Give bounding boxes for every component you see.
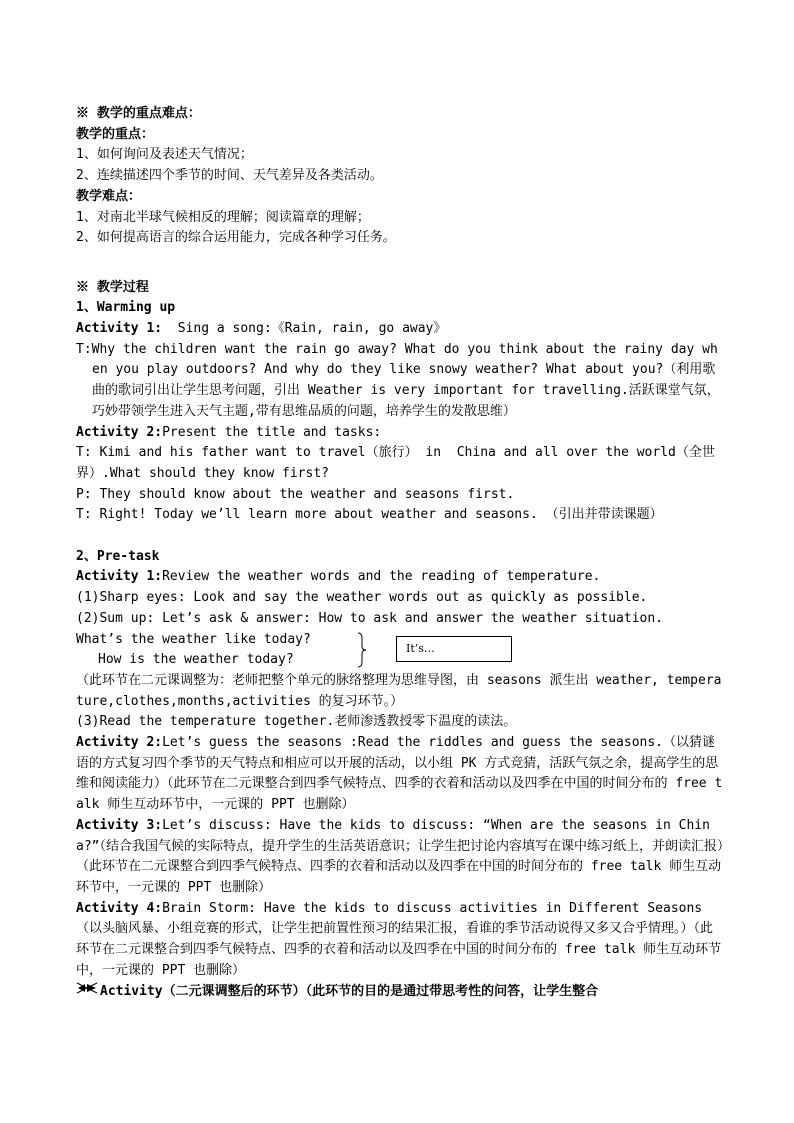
difficulty-item: 2、如何提高语言的综合运用能力，完成各种学习任务。 — [76, 230, 396, 246]
activity-text: Let’s guess the seasons :Read the riddles and guess the seasons.（以猜谜语的方式复习四个季节的天气特点和相应可以开展的活动，以小组 PK 方式竞猜，活跃气氛之余，提高学生的思维和阅读能力）（此环节在二元课整合到四季气候特点、四季的衣着和活动以及四季在中国的时间分布的 free talk 师生互动环节中，一元课的 PPT 也删除） — [76, 735, 723, 813]
activity-text: Brain Storm: Have the kids to discuss activities in Different Seasons（以头脑风暴、小组竞赛的形式，让学生把前置性预习的结果汇报，看谁的季节活动说得又多又合乎情理。）（此环节在二元课整合到四季气候特点、四季的衣着和活动以及四季在中国的时间分布的 free talk 师生互动环节中，一元课的 PPT 也删除） — [76, 900, 722, 978]
pretask-activity-4 — [76, 899, 724, 982]
weather-question-block — [76, 630, 724, 671]
pretask-activity-3 — [76, 816, 724, 899]
activity-label: Activity 1: — [76, 569, 163, 585]
activity-label: Activity 1: — [76, 321, 163, 337]
step-line: (3)Read the temperature together.老师渗透教授零下温度的读法。 — [76, 714, 517, 730]
activity-text: Let’s discuss: Have the kids to discuss: “When are the seasons in China?”（结合我国气候的实际特点，提升学生的生活英语意识；让学生把讨论内容填写在课中练习纸上，并朗读汇报）（此环节在二元课整合到四季气候特点、四季的衣着和活动以及四季在中国的时间分布的 free talk 师生互动环节中，一元课的 PPT 也删除） — [76, 817, 724, 895]
warmup-title: 1、Warming up — [76, 300, 176, 316]
spacer — [76, 249, 724, 270]
pretask-activity-1 — [76, 567, 724, 588]
difficulty-title: 教学难点： — [76, 188, 142, 204]
pretask-activity-5 — [76, 981, 724, 1003]
teacher-line: T: Right! Today we’ll learn more about weather and seasons. （引出并带读课题） — [76, 507, 663, 523]
activity-text: Review the weather words and the reading of temperature. — [162, 569, 601, 585]
right-brace-icon — [357, 632, 367, 668]
step-line: (1)Sharp eyes: Look and say the weather words out as quickly as possible. — [76, 590, 648, 606]
activity-label: Activity 3: — [76, 817, 163, 833]
key-points-heading: ※ 教学的重点难点： — [76, 106, 201, 121]
activity-text: Sing a song:《Rain, rain, go away》 — [162, 321, 447, 337]
activity-text: Activity（二元课调整后的环节）（此环节的目的是通过带思考性的问答，让学生整合 — [100, 984, 599, 1000]
process-heading: ※ 教学过程 — [76, 279, 149, 295]
pretask-title: 2、Pre-task — [76, 548, 160, 564]
teacher-line: T:Why the children want the rain go away? What do you think about the rainy day when you play outdoors? And why do they like snowy weather? What about you?（利用歌曲的歌词引出让学生思考问题，引出 Weather is very important for travelling.活跃课堂气氛，巧妙带领学生进入天气主题,带有思维品质的问题，培养学生的发散思维） — [76, 341, 720, 419]
activity-label: Activity 4: — [76, 900, 163, 916]
document-body — [76, 104, 724, 1003]
focus-item: 2、连续描述四个季节的时间、天气差异及各类活动。 — [76, 168, 383, 184]
warmup-activity-1 — [76, 319, 724, 340]
spacer — [76, 270, 724, 278]
focus-item: 1、如何询问及表述天气情况； — [76, 147, 253, 163]
step-line: (2)Sum up: Let’s ask & answer: How to ask and answer the weather situation. — [76, 610, 663, 626]
note-line: （此环节在二元课调整为：老师把整个单元的脉络整理为思维导图，由 seasons 派生出 weather, temperature,clothes,months,activities 的复习环节。） — [76, 672, 722, 709]
weather-question: How is the weather today? — [98, 652, 294, 668]
spacer — [76, 526, 724, 547]
warmup-activity-2 — [76, 423, 724, 444]
answer-box: It’s… — [396, 636, 512, 662]
activity-label: Activity 2: — [76, 424, 163, 440]
activity-text: Present the title and tasks: — [162, 424, 382, 440]
activity-label: Activity 2: — [76, 735, 163, 751]
teacher-line: T: Kimi and his father want to travel（旅行） in China and all over the world（全世界）.What should they know first? — [76, 445, 715, 481]
pretask-activity-2 — [76, 733, 724, 816]
weather-question: What’s the weather like today? — [76, 631, 311, 647]
star-bullet-icon — [76, 981, 100, 1002]
focus-title: 教学的重点： — [76, 126, 155, 142]
pupil-line: P: They should know about the weather and seasons first. — [76, 486, 515, 502]
difficulty-item: 1、对南北半球气候相反的理解；阅读篇章的理解； — [76, 209, 370, 225]
